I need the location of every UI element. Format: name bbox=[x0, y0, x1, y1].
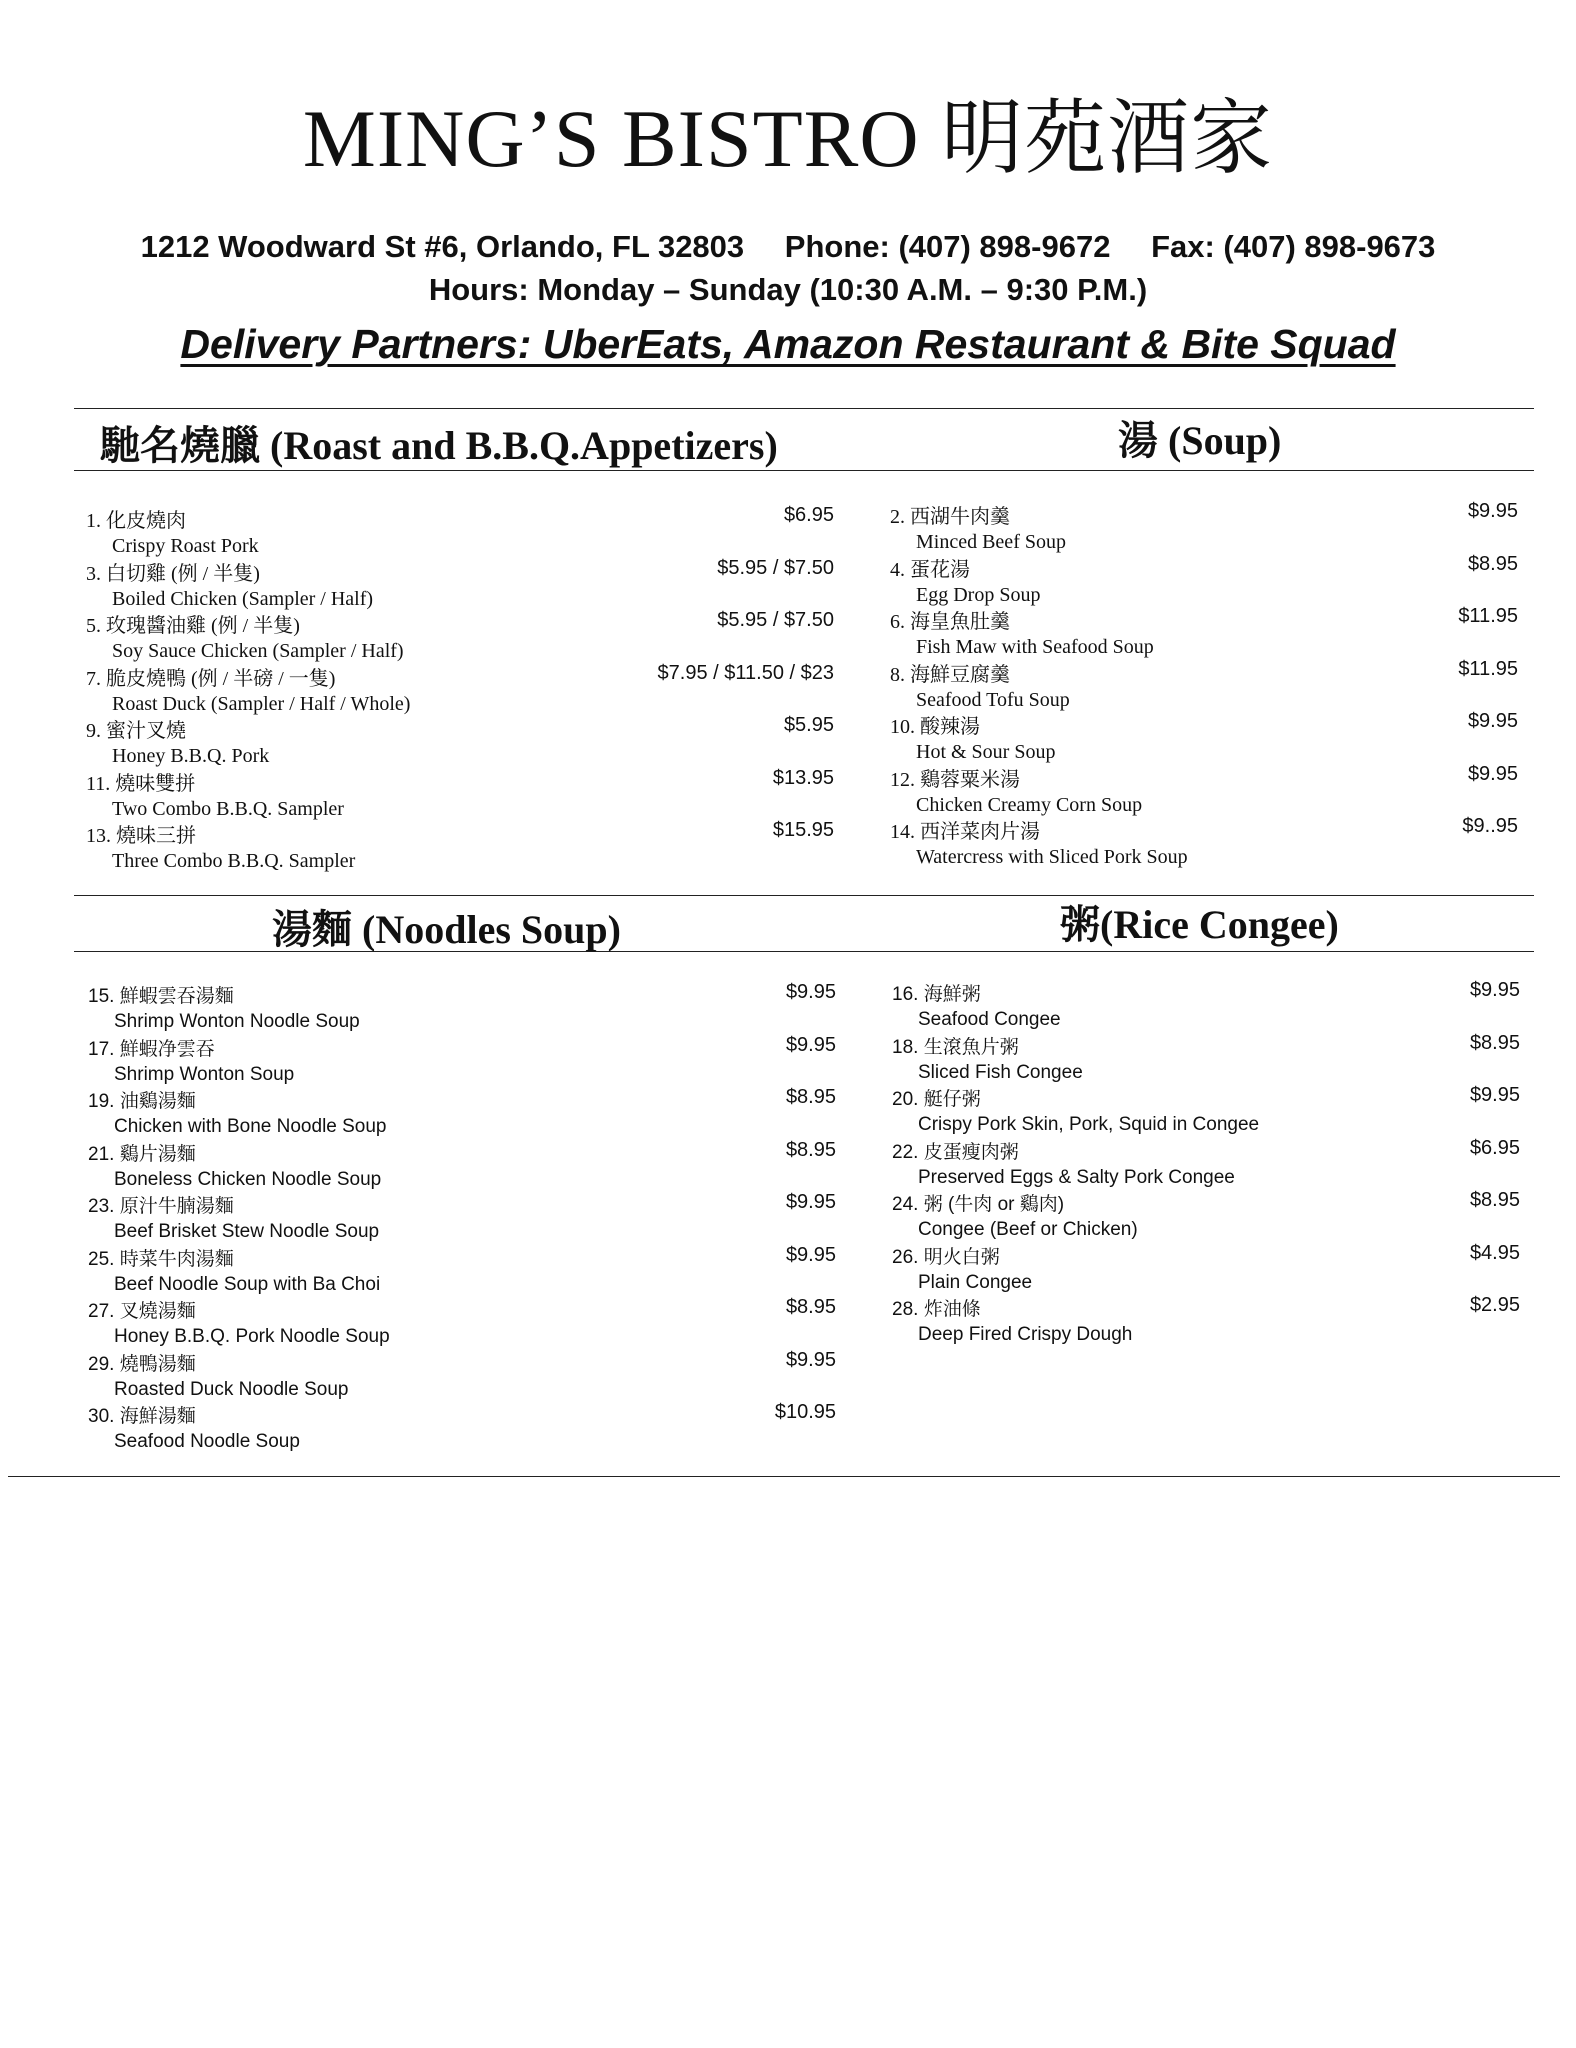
item-price: $9.95 bbox=[785, 1033, 836, 1056]
item-english-name: Sliced Fish Congee bbox=[918, 1061, 1083, 1083]
item-price: $9.95 bbox=[1467, 710, 1518, 732]
rule-bottom bbox=[8, 1476, 1560, 1477]
item-price: $6.95 bbox=[783, 504, 834, 526]
menu-item bbox=[86, 819, 834, 878]
menu-list-noodles bbox=[88, 981, 836, 1460]
item-chinese-name: 23. 原汁牛腩湯麵 bbox=[88, 1196, 234, 1217]
menu-item bbox=[88, 1138, 836, 1198]
item-chinese-name: 6. 海皇魚肚羹 bbox=[890, 611, 1010, 633]
item-english-name: Watercress with Sliced Pork Soup bbox=[916, 846, 1188, 868]
address: 1212 Woodward St #6, Orlando, FL 32803 bbox=[140, 229, 745, 264]
rule-middle bbox=[74, 895, 1534, 896]
item-price: $10.95 bbox=[774, 1401, 836, 1423]
item-english-name: Chicken with Bone Noodle Soup bbox=[114, 1116, 387, 1137]
menu-item bbox=[890, 500, 1518, 559]
item-price: $8.95 bbox=[1469, 1189, 1520, 1211]
item-price: $9.95 bbox=[785, 981, 836, 1003]
item-chinese-name: 21. 鷄片湯麵 bbox=[88, 1143, 196, 1165]
item-english-name: Boiled Chicken (Sampler / Half) bbox=[112, 587, 374, 610]
restaurant-title: MING’S BISTRO 明苑酒家 bbox=[302, 93, 1274, 184]
menu-item bbox=[890, 762, 1518, 822]
item-chinese-name: 27. 叉燒湯麵 bbox=[88, 1301, 196, 1322]
item-price: $6.95 bbox=[1469, 1136, 1520, 1159]
item-english-name: Minced Beef Soup bbox=[916, 531, 1066, 553]
item-chinese-name: 14. 西洋菜肉片湯 bbox=[890, 821, 1040, 843]
item-english-name: Seafood Noodle Soup bbox=[114, 1431, 300, 1452]
item-english-name: Boneless Chicken Noodle Soup bbox=[114, 1168, 382, 1190]
item-price: $2.95 bbox=[1469, 1294, 1520, 1316]
item-chinese-name: 12. 鷄蓉粟米湯 bbox=[890, 768, 1020, 791]
item-chinese-name: 4. 蛋花湯 bbox=[890, 558, 970, 581]
item-chinese-name: 15. 鮮蝦雲吞湯麵 bbox=[88, 986, 234, 1007]
menu-item bbox=[88, 1191, 836, 1250]
item-price: $8.95 bbox=[785, 1138, 836, 1161]
item-chinese-name: 24. 粥 (牛肉 or 鷄肉) bbox=[892, 1194, 1065, 1215]
menu-item bbox=[88, 1401, 836, 1460]
item-english-name: Beef Brisket Stew Noodle Soup bbox=[114, 1221, 380, 1242]
menu-item bbox=[88, 1033, 836, 1093]
item-chinese-name: 30. 海鮮湯麵 bbox=[88, 1406, 196, 1427]
menu-item bbox=[88, 1348, 836, 1408]
menu-list-roast bbox=[86, 504, 834, 878]
item-chinese-name: 5. 玫瑰醬油雞 (例 / 半隻) bbox=[86, 615, 300, 637]
menu-item bbox=[892, 1084, 1520, 1143]
item-english-name: Crispy Pork Skin, Pork, Squid in Congee bbox=[918, 1114, 1260, 1135]
menu-item bbox=[88, 981, 836, 1040]
item-chinese-name: 29. 燒鴨湯麵 bbox=[88, 1353, 196, 1375]
menu-item bbox=[88, 1243, 836, 1303]
item-english-name: Seafood Tofu Soup bbox=[916, 688, 1070, 711]
section-title-roast: 馳名燒臘 (Roast and B.B.Q.Appetizers) bbox=[100, 423, 778, 468]
item-chinese-name: 17. 鮮蝦净雲吞 bbox=[88, 1038, 215, 1060]
item-price: $5.95 / $7.50 bbox=[717, 609, 834, 631]
item-english-name: Egg Drop Soup bbox=[916, 583, 1041, 606]
item-english-name: Honey B.B.Q. Pork Noodle Soup bbox=[114, 1326, 390, 1347]
menu-item bbox=[86, 609, 834, 668]
item-english-name: Seafood Congee bbox=[918, 1009, 1061, 1030]
menu-item bbox=[892, 1031, 1520, 1091]
item-english-name: Honey B.B.Q. Pork bbox=[112, 745, 270, 767]
item-chinese-name: 28. 炸油條 bbox=[892, 1299, 981, 1320]
item-price: $8.95 bbox=[785, 1086, 836, 1108]
item-price: $9.95 bbox=[785, 1243, 836, 1266]
item-price: $9.95 bbox=[1469, 1084, 1520, 1106]
item-chinese-name: 18. 生滾魚片粥 bbox=[892, 1036, 1019, 1058]
menu-item bbox=[890, 552, 1518, 612]
item-english-name: Roast Duck (Sampler / Half / Whole) bbox=[112, 692, 411, 715]
section-title-noodles: 湯麵 (Noodles Soup) bbox=[272, 907, 621, 952]
menu-item bbox=[86, 714, 834, 773]
item-price: $7.95 / $11.50 / $23 bbox=[657, 661, 834, 684]
menu-item bbox=[86, 661, 834, 721]
hours: Hours: Monday – Sunday (10:30 A.M. – 9:30 P.M.) bbox=[428, 272, 1148, 307]
item-chinese-name: 10. 酸辣湯 bbox=[890, 716, 980, 738]
item-english-name: Beef Noodle Soup with Ba Choi bbox=[114, 1273, 381, 1295]
menu-list-congee bbox=[892, 979, 1520, 1353]
item-chinese-name: 9. 蜜汁叉燒 bbox=[86, 720, 186, 742]
item-english-name: Plain Congee bbox=[918, 1271, 1033, 1293]
rule-top bbox=[74, 408, 1534, 409]
item-price: $11.95 bbox=[1458, 605, 1518, 627]
section-title-congee: 粥(Rice Congee) bbox=[1060, 902, 1339, 947]
item-price: $9.95 bbox=[1467, 500, 1518, 522]
menu-item bbox=[892, 1241, 1520, 1301]
menu-item bbox=[892, 1136, 1520, 1196]
menu-item bbox=[890, 605, 1518, 664]
menu-item bbox=[86, 504, 834, 563]
item-price: $9..95 bbox=[1462, 815, 1518, 837]
item-english-name: Three Combo B.B.Q. Sampler bbox=[112, 850, 356, 872]
menu-item bbox=[892, 1189, 1520, 1248]
item-chinese-name: 13. 燒味三拼 bbox=[86, 825, 196, 847]
item-price: $8.95 bbox=[785, 1296, 836, 1318]
menu-item bbox=[88, 1296, 836, 1355]
item-chinese-name: 20. 艇仔粥 bbox=[892, 1089, 981, 1110]
item-price: $15.95 bbox=[772, 819, 834, 841]
item-english-name: Chicken Creamy Corn Soup bbox=[916, 793, 1143, 816]
menu-item bbox=[86, 766, 834, 826]
item-price: $8.95 bbox=[1469, 1031, 1520, 1054]
menu-item bbox=[88, 1086, 836, 1145]
item-chinese-name: 16. 海鮮粥 bbox=[892, 984, 981, 1005]
item-price: $13.95 bbox=[772, 766, 834, 789]
menu-item bbox=[892, 979, 1520, 1038]
item-chinese-name: 7. 脆皮燒鴨 (例 / 半磅 / 一隻) bbox=[86, 667, 336, 690]
menu-item bbox=[890, 710, 1518, 769]
item-price: $9.95 bbox=[785, 1191, 836, 1213]
item-english-name: Roasted Duck Noodle Soup bbox=[114, 1378, 349, 1400]
delivery-partners bbox=[0, 321, 1576, 367]
item-price: $9.95 bbox=[1467, 762, 1518, 785]
item-english-name: Crispy Roast Pork bbox=[112, 535, 259, 557]
item-price: $5.95 bbox=[783, 714, 834, 736]
delivery-partners-text: Delivery Partners: UberEats, Amazon Restaurant & Bite Squad bbox=[180, 321, 1396, 367]
menu-item bbox=[890, 657, 1518, 717]
contact-line bbox=[0, 231, 1576, 262]
item-english-name: Fish Maw with Seafood Soup bbox=[916, 636, 1154, 658]
rule-under-section-heads-1 bbox=[74, 470, 1534, 471]
item-chinese-name: 25. 時菜牛肉湯麵 bbox=[88, 1248, 234, 1270]
fax: Fax: (407) 898-9673 bbox=[1151, 229, 1436, 264]
item-chinese-name: 2. 西湖牛肉羹 bbox=[890, 506, 1010, 528]
item-english-name: Deep Fired Crispy Dough bbox=[918, 1324, 1133, 1345]
item-price: $5.95 / $7.50 bbox=[717, 556, 834, 579]
phone: Phone: (407) 898-9672 bbox=[784, 229, 1111, 264]
item-price: $8.95 bbox=[1467, 552, 1518, 575]
item-price: $9.95 bbox=[785, 1348, 836, 1371]
item-english-name: Shrimp Wonton Noodle Soup bbox=[114, 1011, 360, 1032]
item-english-name: Shrimp Wonton Soup bbox=[114, 1063, 295, 1085]
section-title-soup: 湯 (Soup) bbox=[1118, 418, 1282, 463]
item-english-name: Soy Sauce Chicken (Sampler / Half) bbox=[112, 640, 404, 662]
item-chinese-name: 19. 油鷄湯麵 bbox=[88, 1091, 196, 1112]
item-chinese-name: 8. 海鮮豆腐羹 bbox=[890, 663, 1010, 686]
item-chinese-name: 26. 明火白粥 bbox=[892, 1246, 1000, 1268]
item-english-name: Two Combo B.B.Q. Sampler bbox=[112, 797, 344, 820]
item-english-name: Preserved Eggs & Salty Pork Congee bbox=[918, 1166, 1235, 1188]
item-chinese-name: 11. 燒味雙拼 bbox=[86, 772, 196, 795]
item-price: $4.95 bbox=[1469, 1241, 1520, 1264]
menu-item bbox=[892, 1294, 1520, 1353]
item-chinese-name: 1. 化皮燒肉 bbox=[86, 510, 186, 532]
item-chinese-name: 3. 白切雞 (例 / 半隻) bbox=[86, 562, 260, 585]
item-english-name: Congee (Beef or Chicken) bbox=[918, 1219, 1138, 1240]
menu-item bbox=[890, 815, 1518, 874]
menu-item bbox=[86, 556, 834, 616]
menu-list-soup bbox=[890, 500, 1518, 874]
item-english-name: Hot & Sour Soup bbox=[916, 741, 1056, 763]
item-price: $9.95 bbox=[1469, 979, 1520, 1001]
item-chinese-name: 22. 皮蛋瘦肉粥 bbox=[892, 1141, 1019, 1163]
item-price: $11.95 bbox=[1458, 657, 1518, 680]
